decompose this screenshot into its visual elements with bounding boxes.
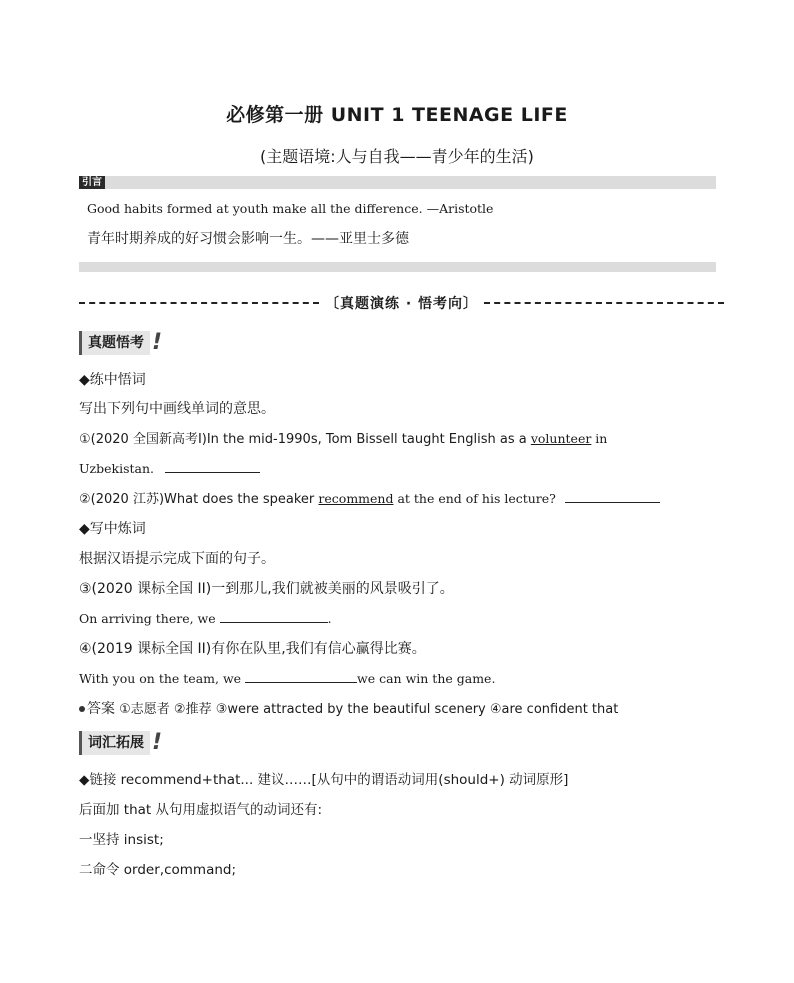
intro-tag: 引言 — [79, 176, 105, 189]
q1-answer-blank[interactable] — [165, 460, 260, 473]
q1-suffix: in — [591, 431, 608, 446]
question-1-line2 — [79, 458, 260, 477]
q2-underlined-word: recommend — [318, 491, 394, 506]
answer-bullet-icon — [79, 706, 85, 712]
quote-top-bar — [79, 176, 716, 189]
page-title: 必修第一册 UNIT 1 TEENAGE LIFE — [226, 104, 568, 126]
q1-underlined-word: volunteer — [530, 431, 592, 446]
question-4-english — [79, 668, 495, 687]
q3-answer-blank[interactable] — [220, 610, 328, 623]
instruction-1: 写出下列句中画线单词的意思。 — [79, 401, 275, 417]
quote-chinese: 青年时期养成的好习惯会影响一生。——亚里士多德 — [87, 231, 409, 247]
q3-prefix: On arriving there, we — [79, 611, 220, 626]
heading-text: 词汇拓展 — [82, 731, 150, 755]
answer-line — [79, 698, 618, 718]
sub-heading-1: ◆练中悟词 — [79, 372, 146, 388]
q2-prefix: ②(2020 江苏)What does the speaker — [79, 492, 319, 507]
verb-item-2: 二命令 order,command; — [79, 862, 237, 878]
verb-item-1: 一坚持 insist; — [79, 832, 164, 848]
quote-bottom-bar — [79, 262, 716, 272]
section-heading-1 — [79, 331, 162, 355]
question-3-english — [79, 608, 332, 627]
section-heading-2 — [79, 731, 162, 755]
q1-prefix: ①(2020 全国新高考Ⅰ)In the mid-1990s, Tom Bissell taught English as a — [79, 432, 531, 447]
intro-quote-box — [79, 176, 716, 272]
q4-prefix: With you on the team, we — [79, 671, 246, 686]
question-3-chinese: ③(2020 课标全国 II)一到那儿,我们就被美丽的风景吸引了。 — [79, 581, 454, 597]
section-divider — [79, 296, 724, 310]
heading-text: 真题悟考 — [82, 331, 150, 355]
answer-label: 答案 — [87, 701, 115, 717]
q3-suffix: . — [327, 611, 332, 626]
page-subtitle: (主题语境:人与自我——青少年的生活) — [260, 147, 534, 166]
q2-suffix: at the end of his lecture? — [393, 491, 556, 506]
q1-line2: Uzbekistan. — [79, 461, 155, 476]
question-4-chinese: ④(2019 课标全国 II)有你在队里,我们有信心赢得比赛。 — [79, 641, 426, 657]
question-2 — [79, 488, 660, 507]
q4-answer-blank[interactable] — [245, 670, 357, 683]
question-1 — [79, 428, 607, 447]
divider-dash-right — [484, 302, 724, 304]
link-line: ◆链接 recommend+that... 建议……[从句中的谓语动词用(should+) 动词原形] — [79, 772, 569, 788]
divider-label: 〔真题演练 · 悟考向〕 — [324, 296, 479, 312]
exclamation-icon: ! — [152, 730, 163, 755]
q2-answer-blank[interactable] — [565, 490, 660, 503]
sub-heading-2: ◆写中炼词 — [79, 521, 146, 537]
divider-dash-left — [79, 302, 319, 304]
quote-english: Good habits formed at youth make all the difference. —Aristotle — [87, 201, 494, 216]
verb-list-intro: 后面加 that 从句用虚拟语气的动词还有: — [79, 802, 323, 818]
answer-text: ①志愿者 ②推荐 ③were attracted by the beautiful scenery ④are confident that — [115, 702, 619, 717]
q4-suffix: we can win the game. — [357, 671, 496, 686]
exclamation-icon: ! — [152, 330, 163, 355]
instruction-2: 根据汉语提示完成下面的句子。 — [79, 551, 275, 567]
